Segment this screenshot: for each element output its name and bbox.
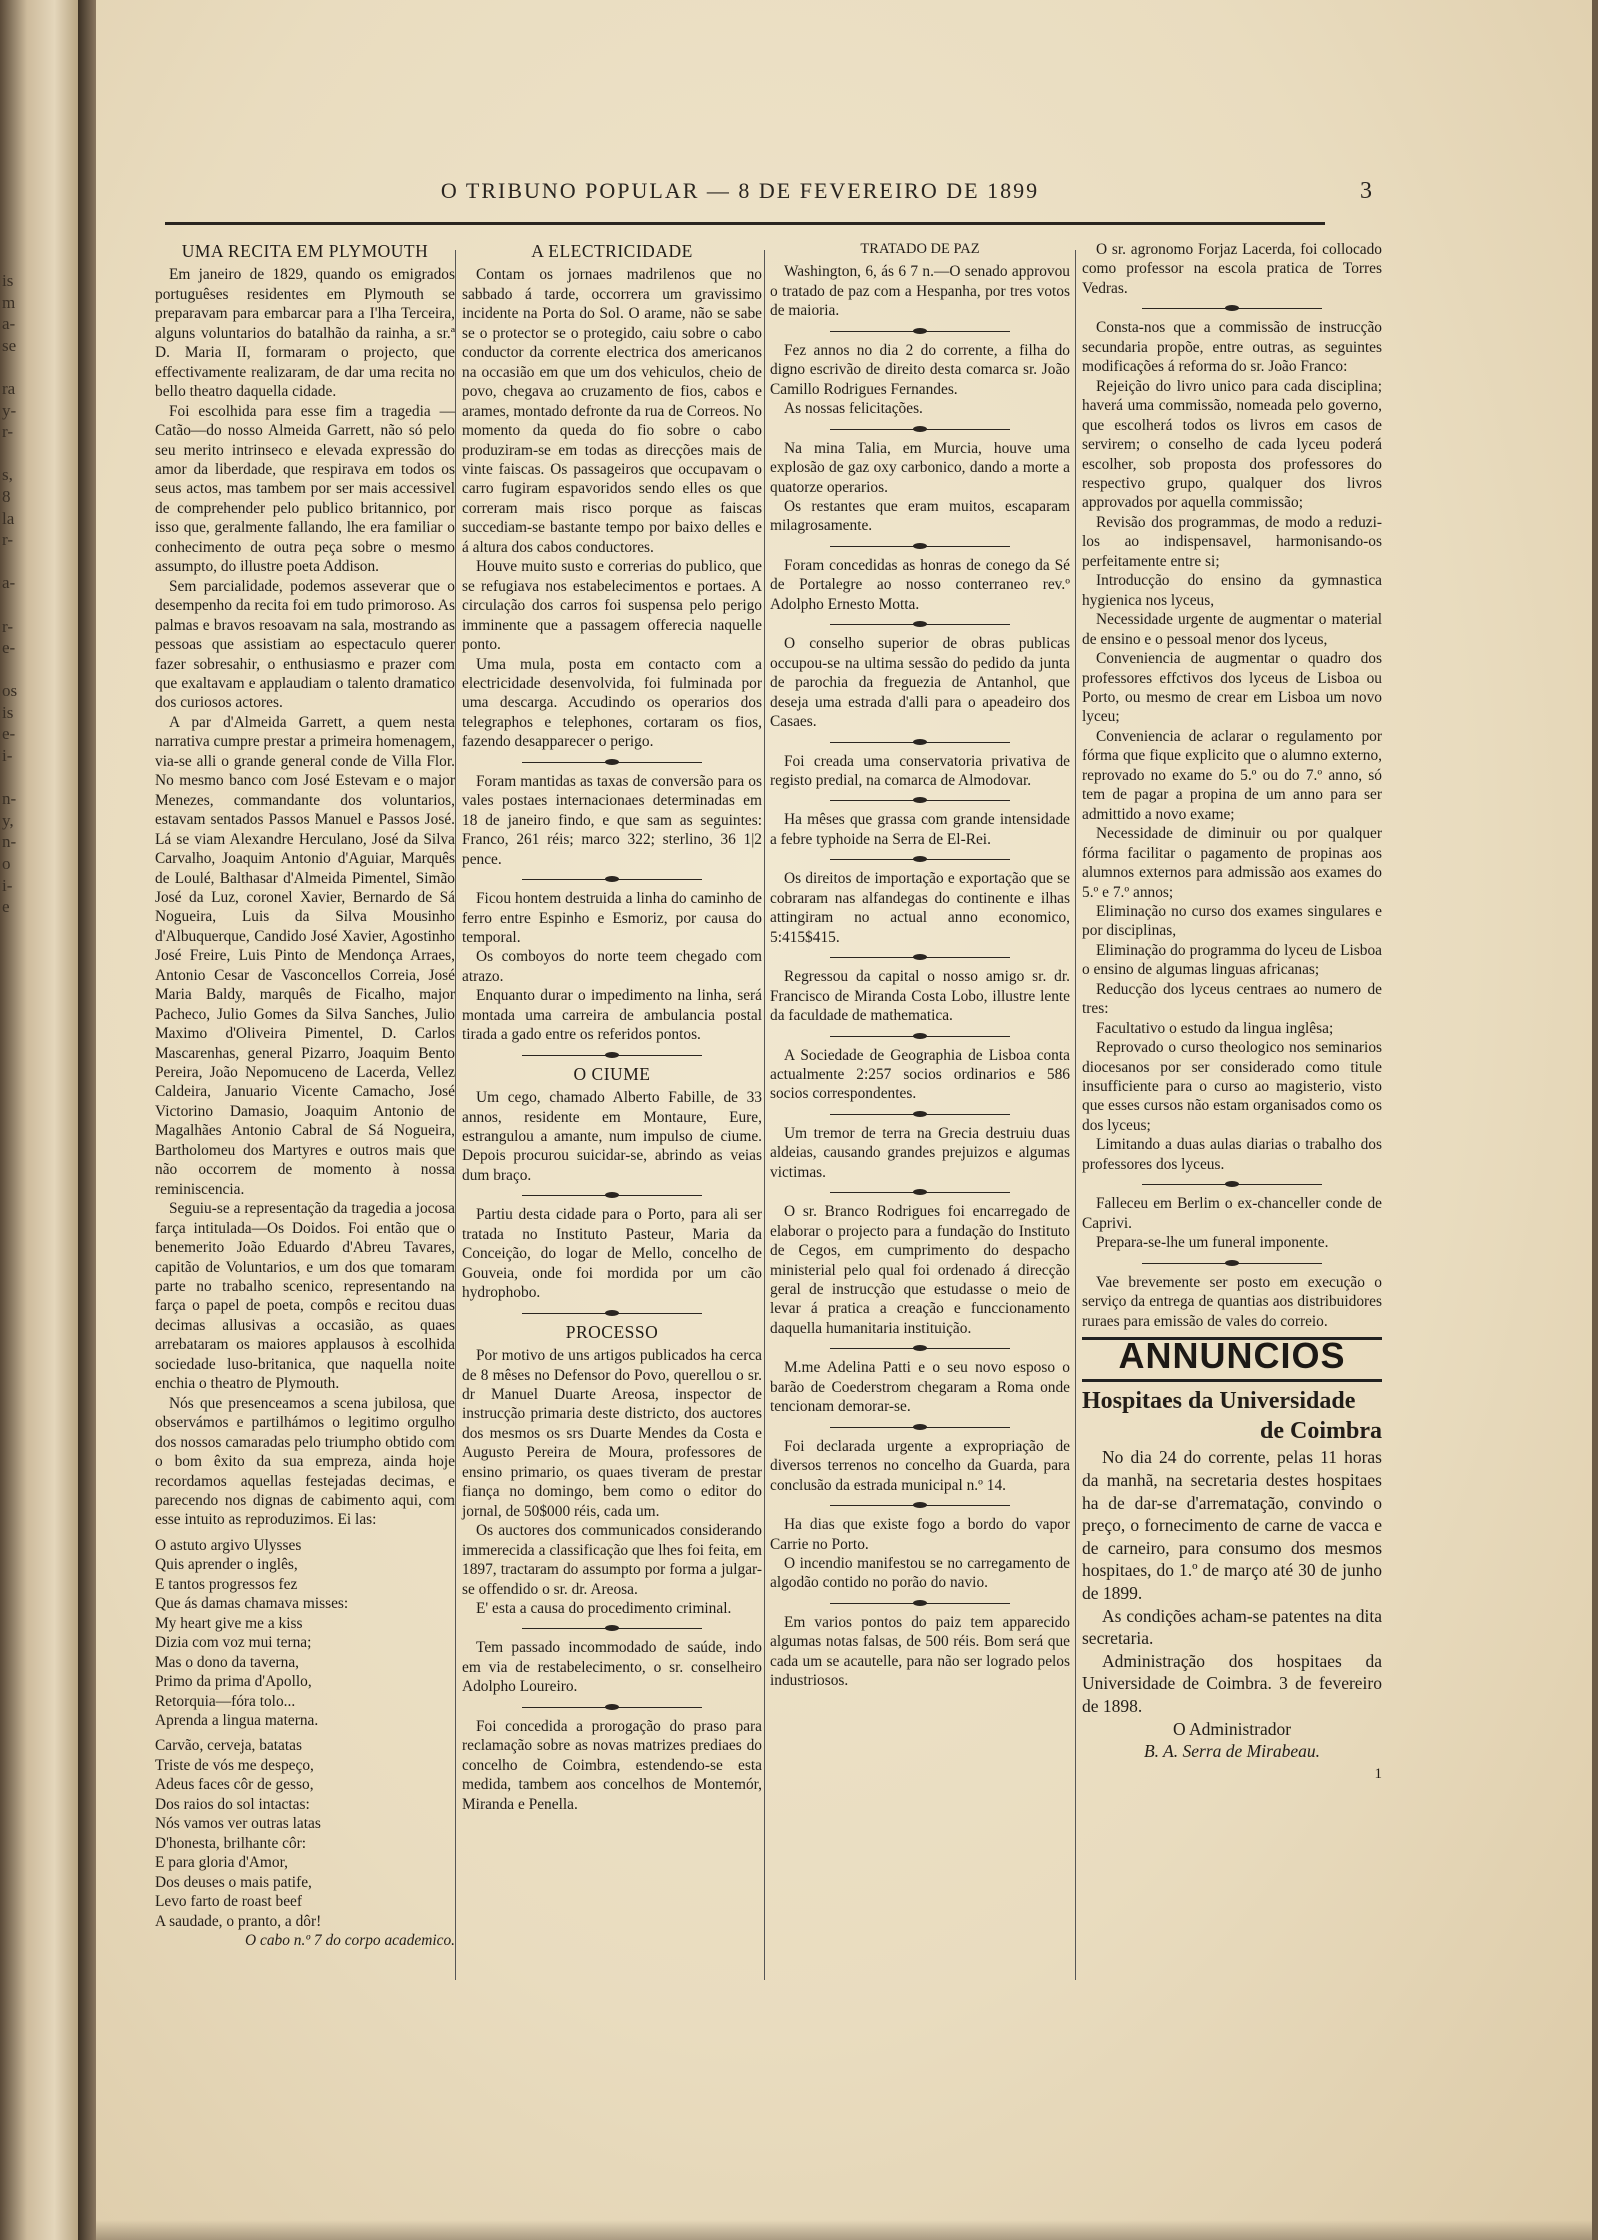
advert-title-line-1: Hospitaes da Universidade (1082, 1388, 1356, 1415)
column-rule (1075, 250, 1076, 1980)
separator (770, 424, 1070, 434)
news-item (1082, 318, 1382, 1174)
separator (770, 619, 1070, 629)
verse-line: Primo da prima d'Apollo, (155, 1673, 312, 1691)
news-item: Um cego, chamado Alberto Fabille, de 33 annos, residente em Montaure, Eure, estrangulou a amante, num impulso de ciume. Depois procurou suicidar-se, abrindo as veias dum braço. (462, 1089, 762, 1184)
paragraph: Ficou hontem destruida a linha do caminho de ferro entre Espinho e Esmoriz, por causa do temporal. (462, 890, 762, 946)
advert-paragraph: No dia 24 do corrente, pelas 11 horas da manhã, na secretaria destes hospitaes ha de dar-se d'arrematação, convindo o preço, o fornecimento de carne de vacca e de carneiro, para consumo dos mesmos hospitaes, do 1.º de março até 30 de junho de 1899. (1082, 1447, 1382, 1604)
column-3 (770, 240, 1070, 1691)
article-title: PROCESSO (565, 1321, 659, 1342)
news-item: Os direitos de importação e exportação que se cobraram nas alfandegas do continente e ilhas attingiram no actual anno economico, 5:415$415. (770, 870, 1070, 946)
paragraph: Reducção dos lyceus centraes ao numero de tres: (1082, 980, 1382, 1018)
separator (462, 1308, 762, 1318)
page-shadow (96, 2220, 1592, 2240)
paragraph: Revisão dos programmas, de modo a reduzi-los ao indispensavel, harmonisando-os perfeitamente entre si; (1082, 513, 1382, 570)
verse-line: A saudade, o pranto, a dôr! (155, 1912, 322, 1930)
paragraph: Por motivo de uns artigos publicados ha cerca de 8 mêses no Defensor do Povo, querellou o sr. dr Manuel Duarte Areosa, inspector de instrucção primaria deste districto, dos auctores dos mesmos os srs Duarte Mendes da Costa e Augusto Pereira de Moura, professores de ensino primario, os quaes tiveram de prestar fiança no domingo, bem como o editor do jornal, de 50$000 réis, cada um. (462, 1347, 762, 1520)
news-item: Fez annos no dia 2 do corrente, a filha do digno escrivão de direito desta comarca sr. João Camillo Rodrigues Fernandes. (770, 341, 1070, 398)
separator (770, 854, 1070, 864)
advert-body (1082, 1446, 1382, 1785)
article-title: O CIUME (573, 1063, 651, 1084)
verse-line: Carvão, cerveja, batatas (155, 1737, 302, 1755)
previous-page-text-fragments: is m a- se ra y- r- s, 8 la r- a- r- e- os is e- i- n- y, n- o i- e (2, 271, 18, 917)
column-rule (455, 250, 456, 1980)
article-title: A ELECTRICIDADE (531, 241, 693, 261)
verse-line: Que ás damas chamava misses: (155, 1595, 349, 1613)
news-item: O conselho superior de obras publicas occupou-se na ultima sessão do pedido da junta de parochia da freguezia de Antanhol, que deseja uma estrada d'alli para o apeadeiro dos Casaes. (770, 635, 1070, 731)
separator (770, 1598, 1070, 1608)
paragraph: E' esta a causa do procedimento criminal. (476, 1600, 732, 1617)
verse-line: O astuto argivo Ulysses (155, 1536, 302, 1554)
news-item: Foram mantidas as taxas de conversão para os vales postaes internacionaes determinadas em 18 de janeiro findo, e que sam as seguintes: Franco, 261 réis; marco 322; sterlino, 36 1|2 pence. (462, 772, 762, 868)
news-item: O sr. Branco Rodrigues foi encarregado de elaborar o projecto para a fundação do Instituto de Cegos, em cumprimento do despacho ministerial pelo qual foi ordenado á direcção geral de instrucção que estudasse o meio de levar á pratica a creação e funccionamento daquella humanitaria instituição. (770, 1203, 1070, 1337)
paragraph: Em janeiro de 1829, quando os emigrados portuguêses residentes em Plymouth se preparavam para embarcar para a I'lha Terceira, alguns voluntarios do batalhão da rainha, a sr.ª D. Maria II, formaram o projecto, que effectivamente realizaram, de dar uma recita no bello theatro daquella cidade. (155, 266, 455, 401)
separator (770, 1031, 1070, 1041)
paragraph: Limitando a duas aulas diarias o trabalho dos professores dos lyceus. (1082, 1136, 1382, 1173)
paragraph: Conveniencia de augmentar o quadro dos professores effctivos dos lyceus de Lisboa ou Porto, ou mesmo de crear em Lisboa um novo lyceu; (1082, 650, 1382, 726)
advert-paragraph: As condições acham-se patentes na dita secretaria. (1082, 1605, 1382, 1649)
verse-line: My heart give me a kiss (155, 1614, 303, 1632)
verse-line: D'honesta, brilhante côr: (155, 1834, 307, 1852)
paragraph: Foi escolhida para esse fim a tragedia —Catão—do nosso Almeida Garrett, não só pelo seu merito intrinseco e elevada expressão do amor da liberdade, que respirava em todos os seus actos, mas tambem por ser mais accessivel de comprehender pelo publico britannico, por isso que, geralmente fallando, lhe era familiar o conhecimento de outra peça sobre o mesmo assumpto, do illustre poeta Addison. (155, 402, 455, 576)
verse-line: E tantos progressos fez (155, 1575, 298, 1593)
paragraph: Prepara-se-lhe um funeral imponente. (1096, 1234, 1329, 1252)
paragraph: Rejeição do livro unico para cada disciplina; haverá uma commissão, nomeada pelo governo, que escolherá todos os livros em casos de servirem; o conselho de cada lyceu poderá escolher, sob proposta dos professores do respectivo grupo, qualquer dos livros approvados por aquella commissão; (1082, 377, 1382, 512)
previous-page-edge (0, 0, 78, 2240)
news-item: Foi declarada urgente a expropriação de diversos terrenos no concelho da Guarda, para conclusão da estrada municipal n.º 14. (770, 1437, 1070, 1494)
separator (770, 1500, 1070, 1510)
column-2 (462, 240, 762, 1814)
separator (770, 541, 1070, 551)
separator (770, 326, 1070, 336)
advert-paragraph: Administração dos hospitaes da Universidade de Coimbra. 3 de fevereiro de 1898. (1082, 1650, 1382, 1716)
column-rule (764, 250, 765, 1980)
verse-line: Aprenda a lingua materna. (155, 1711, 319, 1729)
masthead-rule (165, 222, 1325, 225)
paragraph: Falleceu em Berlim o ex-chanceller conde de Caprivi. (1082, 1195, 1382, 1232)
separator (462, 757, 762, 767)
article-title: TRATADO DE PAZ (860, 241, 980, 257)
news-item: Regressou da capital o nosso amigo sr. dr. Francisco de Miranda Costa Lobo, illustre lente da faculdade de mathematica. (770, 968, 1070, 1025)
separator (770, 1109, 1070, 1119)
news-item: Foi creada uma conservatoria privativa de registo predial, na comarca de Almodovar. (770, 752, 1070, 789)
separator (770, 952, 1070, 962)
verse-line: Dos deuses o mais patife, (155, 1873, 312, 1891)
news-item: Foi concedida a prorogação do praso para reclamação sobre as novas matrizes prediaes do concelho de Coimbra, estendendo-se esta medida, tambem aos concelhos de Montemór, Miranda e Penella. (462, 1717, 762, 1813)
verse-line: Adeus faces côr de gesso, (155, 1776, 314, 1794)
news-item: Vae brevemente ser posto em execução o serviço da entrega de quantias aos distribuidores ruraes para emissão de vales do correio. (1082, 1273, 1382, 1330)
verse-2 (155, 1736, 455, 1931)
news-item: Foram concedidas as honras de conego da Sé de Portalegre ao nosso conterraneo rev.º Adolpho Ernesto Motta. (770, 556, 1070, 613)
paragraph: Enquanto durar o impedimento na linha, será montada uma carreira de ambulancia postal tirada a gado entre os referidos pontos. (462, 987, 762, 1044)
paragraph: Contam os jornaes madrilenos que no sabbado á tarde, occorrera um gravissimo incidente na Porta do Sol. O arame, não se sabe se o protector se o protegido, caiu sobre o cabo conductor da corrente electrica dos americanos na occasião em que um dos vehiculos, cheio de povo, chegava ao cruzamento de fios, cabos e arames, montado defronte da rua de Correos. No momento da queda do fio sobre o cabo produziram-se em todas as direcções mais de vinte faiscas. Os passageiros que occupavam o carro fugiram espavoridos sendo elles os que correram mais risco porque as faiscas succediam-se bastante tempo por baixo delles e á altura dos cabos conductores. (462, 266, 762, 556)
separator (462, 1190, 762, 1200)
column-1 (155, 240, 455, 1950)
paragraph: A par d'Almeida Garrett, a quem nesta narrativa cumpre prestar a primeira homenagem, via-se alli o grande general conde de Villa Flor. No mesmo banco com José Estevam e o major Menezes, commandante dos voluntarios, estavam sentados Passos Manuel e Passos José. Lá se viam Alexandre Herculano, José da Silva Carvalho, Joaquim Antonio d'Aguiar, Marquês de Loulé, Balthasar d'Almeida Pimentel, Simão José da Luz, coronel Xavier, Bernardo de Sá Nogueira, Luis da Silva Mousinho d'Albuquerque, Candido José Xavier, Agostinho José Freire, Luis Pinto de Mendonça Arraes, Antonio Cesar de Vasconcellos Correia, José Maria Baldy, marquês de Ficalho, major Pacheco, Julio Gomes da Silva Sanches, Julio Maximo d'Oliveira Pimentel, D. Carlos Mascarenhas, general Pizarro, Joaquim Bento Pereira, João Nepomuceno de Lacerda, Vellez Caldeira, Januario Vicente Camacho, José Victorino Damasio, Joaquim Antonio de Magalhães Antonio Cabral de Sá Nogueira, Bartholomeu dos Martyres e outros mais que não occorrem de momento à nossa reminiscencia. (155, 713, 455, 1198)
news-item: Partiu desta cidade para o Porto, para ali ser tratada no Instituto Pasteur, Maria da Conceição, do logar de Mello, concelho de Gouveia, onde foi mordida por um cão hydrophobo. (462, 1206, 762, 1302)
news-item (462, 889, 762, 1045)
advert-number: 1 (1374, 1765, 1382, 1782)
paragraph: Houve muito susto e correrias do publico, que se refugiava nos estabelecimentos e portaes. A circulação dos carros foi suspensa pelo perigo imminente que a passagem offerecia naquelle ponto. (462, 558, 762, 654)
paragraph: Os auctores dos communicados considerando immerecida a classificação que lhes foi feita, em 1897, tractaram do assumpto por forma a julgar-se offendido o sr. dr. Areosa. (462, 1522, 762, 1598)
verse-line: Mas o dono da taverna, (155, 1653, 300, 1671)
news-item: Na mina Talia, em Murcia, houve uma explosão de gaz oxy carbonico, dando a morte a quatorze operarios. (770, 439, 1070, 496)
verse-line: Levo farto de roast beef (155, 1893, 302, 1911)
paragraph: Necessidade urgente de augmentar o material de ensino e o pessoal menor dos lyceus, (1082, 611, 1382, 648)
paragraph: Sem parcialidade, podemos asseverar que o desempenho da recita foi em tudo primoroso. As palmas e bravos resoavam na sala, mostrando as pessoas que assistiam ao espectaculo querer fazer sobresahir, o enthusiasmo e prazer com que exaltavam e applaudiam o talento dramatico dos curiosos actores. (155, 577, 455, 712)
paragraph: Reprovado o curso theologico nos seminarios diocesanos por ser considerado como titule insufficiente para o curso ao magisterio, visto que esses cursos não estam organisados como os dos lyceus; (1082, 1039, 1382, 1134)
separator (462, 1702, 762, 1712)
masthead: O TRIBUNO POPULAR — 8 DE FEVEREIRO DE 1899 (440, 178, 1040, 203)
news-item: A Sociedade de Geographia de Lisboa conta actualmente 2:257 socios ordinarios e 586 socios correspondentes. (770, 1046, 1070, 1103)
news-item: Tem passado incommodado de saúde, indo em via de restabelecimento, o sr. conselheiro Adolpho Loureiro. (462, 1639, 762, 1696)
column-4 (1082, 240, 1382, 1785)
article-body (462, 265, 762, 751)
separator (1082, 1258, 1382, 1268)
news-item: Em varios pontos do paiz tem apparecido algumas notas falsas, de 500 réis. Bom será que cada um se acautelle, para não ser logrado pelos industriosos. (770, 1613, 1070, 1690)
news-item: Ha mêses que grassa com grande intensidade a febre typhoide na Serra de El-Rei. (770, 811, 1070, 848)
news-item: Os restantes que eram muitos, escaparam milagrosamente. (770, 497, 1070, 535)
separator (462, 1050, 762, 1060)
news-item: Um tremor de terra na Grecia destruiu duas aldeias, causando grandes prejuizos e algumas victimas. (770, 1124, 1070, 1181)
article-title: UMA RECITA EM PLYMOUTH (181, 241, 429, 261)
article-signature: O cabo n.º 7 do corpo academico. (245, 1931, 455, 1949)
news-item: Ha dias que existe fogo a bordo do vapor Carrie no Porto. (770, 1516, 1070, 1553)
separator (770, 1343, 1070, 1353)
separator (1082, 1179, 1382, 1189)
advert-signatory-name: B. A. Serra de Mirabeau. (1143, 1741, 1321, 1762)
verse-line: Nós vamos ver outras latas (155, 1815, 321, 1833)
separator (770, 1187, 1070, 1197)
news-item: As nossas felicitações. (784, 400, 923, 418)
verse-1 (155, 1536, 455, 1731)
news-item (1082, 1194, 1382, 1252)
verse-line: Dos raios do sol intactas: (155, 1795, 310, 1813)
paragraph: Os comboyos do norte teem chegado com atrazo. (462, 948, 762, 985)
verse-line: Quis aprender o inglês, (155, 1556, 298, 1574)
paragraph: Uma mula, posta em contacto com a electricidade desenvolvida, foi fulminada por uma descarga. Accudindo os operarios dos telegraphos e telephones, cortaram os fios, fazendo desapparecer o perigo. (462, 655, 762, 751)
news-item: O sr. agronomo Forjaz Lacerda, foi collocado como professor na escola pratica de Torres Vedras. (1082, 241, 1382, 297)
advert-signatory-role: O Administrador (1172, 1718, 1292, 1739)
paragraph: Facultativo o estudo da lingua inglêsa; (1096, 1019, 1334, 1037)
separator (462, 874, 762, 884)
page-number: 3 (1360, 178, 1372, 204)
paragraph: Conveniencia de aclarar o regulamento por fórma que fique explicito que o alumno externo, reprovado no exame do 5.º ou do 7.º anno, só tem de pagar a propina de um anno para ser admittido a novo exame; (1082, 727, 1382, 823)
news-item: O incendio manifestou se no carregamento de algodão contido no porão do navio. (770, 1555, 1070, 1592)
paragraph: Eliminação no curso dos exames singulares e por disciplinas, (1082, 902, 1382, 940)
news-list (770, 262, 1070, 1690)
verse-line: Retorquia—fóra tolo... (155, 1692, 296, 1710)
paragraph: Introducção do ensino da gymnastica hygienica nos lyceus, (1082, 572, 1382, 609)
separator (770, 737, 1070, 747)
separator (770, 795, 1070, 805)
news-item: Washington, 6, ás 6 7 n.—O senado approvou o tratado de paz com a Hespanha, por tres votos de maioria. (770, 263, 1070, 320)
separator (1082, 303, 1382, 313)
news-item: M.me Adelina Patti e o seu novo esposo o barão de Coederstrom chegaram a Roma onde tencionam demorar-se. (770, 1359, 1070, 1416)
paragraph: Consta-nos que a commissão de instrucção secundaria propõe, entre outras, as seguintes modificações á reforma do sr. João Franco: (1082, 319, 1382, 376)
article-body (155, 265, 455, 1529)
article-body (462, 1346, 762, 1618)
paragraph: Eliminação do programma do lyceu de Lisboa o ensino de algumas linguas africanas; (1082, 941, 1382, 979)
verse-line: E para gloria d'Amor, (155, 1854, 288, 1872)
annuncios-header (1082, 1337, 1382, 1382)
paragraph: Nós que presenceamos a scena jubilosa, que observámos e partilhámos o legitimo orgulho dos nossos camaradas pelo triumpho obtido com o bom êxito da sua empreza, ainda hoje recordamos aquellas festejadas decimas, e parecendo nos dignas de cabimento aqui, com esse intuito as reproduzimos. Ei las: (155, 1394, 455, 1529)
advert-title (1082, 1386, 1382, 1446)
paragraph: Necessidade de diminuir ou por qualquer fórma facilitar o pagamento de propinas aos alumnos externos para admissão aos exames do 5.º e 7.º annos; (1082, 825, 1382, 901)
verse-line: Dizia com voz mui terna; (155, 1634, 312, 1652)
advert-title-line-2: de Coimbra (1260, 1418, 1382, 1445)
paragraph: Seguiu-se a representação da tragedia a jocosa farça intitulada—Os Doidos. Foi então que o benemerito João Eduardo d'Abreu Tavares, capitão de Voluntarios, e um dos que tomaram parte no trabalho scenico, representando na farça o papel de poeta, compôs e recitou duas decimas allusivas a occasião, as quaes arrebataram os maiores applausos à escolhida sociedade luso-britanica, que naquella noite enchia o theatro de Plymouth. (155, 1200, 455, 1393)
separator (462, 1623, 762, 1633)
book-gutter (78, 0, 96, 2240)
separator (770, 1422, 1070, 1432)
annuncios-label: ANNUNCIOS (1118, 1335, 1346, 1377)
verse-line: Triste de vós me despeço, (155, 1756, 314, 1774)
